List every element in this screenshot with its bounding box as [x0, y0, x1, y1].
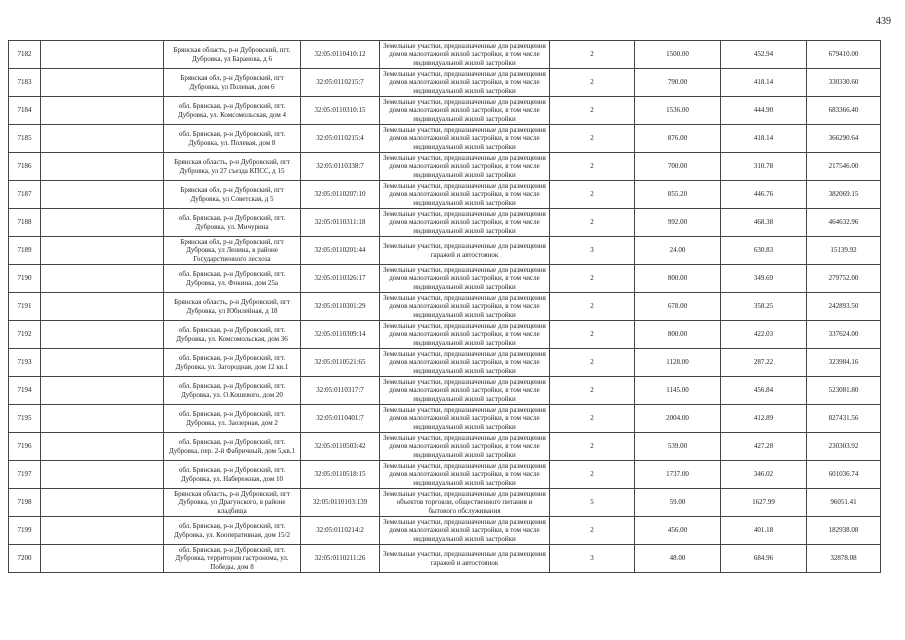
empty-cell — [41, 489, 164, 517]
page-number: 439 — [876, 16, 891, 27]
category-code-cell: 3 — [550, 545, 635, 573]
cadastral-number-cell: 32:05:0110301:29 — [301, 293, 380, 321]
table-row — [9, 41, 881, 69]
row-id: 7194 — [9, 377, 41, 405]
specific-value-cell: 630.83 — [721, 237, 807, 265]
cadastral-number-cell: 32:05:0110503:42 — [301, 433, 380, 461]
land-use-cell: Земельные участки, предназначенные для размещения гаражей и автостоянок — [380, 237, 550, 265]
area-cell: 2004.00 — [635, 405, 721, 433]
row-id: 7187 — [9, 181, 41, 209]
area-cell: 59.00 — [635, 489, 721, 517]
land-use-cell: Земельные участки, предназначенные для размещения домов малоэтажной жилой застройки, в том числе индивидуальной жилой застройки — [380, 517, 550, 545]
cadastral-value-cell: 330330.60 — [807, 69, 881, 97]
cadastral-value-cell: 337624.00 — [807, 321, 881, 349]
specific-value-cell: 346.02 — [721, 461, 807, 489]
area-cell: 800.00 — [635, 265, 721, 293]
row-id: 7199 — [9, 517, 41, 545]
area-cell: 855.20 — [635, 181, 721, 209]
specific-value-cell: 358.25 — [721, 293, 807, 321]
row-id: 7189 — [9, 237, 41, 265]
table-row — [9, 433, 881, 461]
empty-cell — [41, 545, 164, 573]
area-cell: 456.00 — [635, 517, 721, 545]
row-id: 7200 — [9, 545, 41, 573]
cadastral-value-cell: 601036.74 — [807, 461, 881, 489]
empty-cell — [41, 97, 164, 125]
table-row — [9, 489, 881, 517]
category-code-cell: 2 — [550, 293, 635, 321]
empty-cell — [41, 265, 164, 293]
cadastral-value-cell: 182938.08 — [807, 517, 881, 545]
land-use-cell: Земельные участки, предназначенные для размещения домов малоэтажной жилой застройки, в том числе индивидуальной жилой застройки — [380, 433, 550, 461]
row-id: 7192 — [9, 321, 41, 349]
category-code-cell: 2 — [550, 349, 635, 377]
cadastral-value-cell: 382069.15 — [807, 181, 881, 209]
land-use-cell: Земельные участки, предназначенные для размещения домов малоэтажной жилой застройки, в том числе индивидуальной жилой застройки — [380, 377, 550, 405]
specific-value-cell: 1627.99 — [721, 489, 807, 517]
address-cell: обл. Брянская, р-н Дубровский, пгт. Дубровка, ул. Полевая, дом 8 — [164, 125, 301, 153]
area-cell: 678.00 — [635, 293, 721, 321]
table-row — [9, 321, 881, 349]
empty-cell — [41, 405, 164, 433]
cadastral-number-cell: 32:05:0110326:17 — [301, 265, 380, 293]
row-id: 7198 — [9, 489, 41, 517]
specific-value-cell: 468.38 — [721, 209, 807, 237]
category-code-cell: 2 — [550, 377, 635, 405]
cadastral-number-cell: 32:05:0110521:65 — [301, 349, 380, 377]
category-code-cell: 2 — [550, 209, 635, 237]
address-cell: обл. Брянская, р-н Дубровский, пгт. Дубровка, территория гастронома, ул. Победы, дом 8 — [164, 545, 301, 573]
area-cell: 700.00 — [635, 153, 721, 181]
specific-value-cell: 412.89 — [721, 405, 807, 433]
table-row — [9, 377, 881, 405]
empty-cell — [41, 181, 164, 209]
land-use-cell: Земельные участки, предназначенные для размещения домов малоэтажной жилой застройки, в том числе индивидуальной жилой застройки — [380, 405, 550, 433]
specific-value-cell: 456.84 — [721, 377, 807, 405]
address-cell: обл. Брянская, р-н Дубровский, пгт. Дубровка, ул. Заозерная, дом 2 — [164, 405, 301, 433]
address-cell: обл. Брянская, р-н Дубровский, пгт. Дубровка, ул. Мичурина — [164, 209, 301, 237]
category-code-cell: 2 — [550, 405, 635, 433]
row-id: 7191 — [9, 293, 41, 321]
table-row — [9, 517, 881, 545]
address-cell: обл. Брянская, р-н Дубровский, пгт. Дубровка, ул. Загородная, дом 12 кв.1 — [164, 349, 301, 377]
cadastral-value-cell: 464632.96 — [807, 209, 881, 237]
cadastral-value-table — [8, 40, 881, 573]
table-row — [9, 125, 881, 153]
empty-cell — [41, 293, 164, 321]
address-cell: Брянская обл, р-н Дубровский, пгт Дубровка, ул Ленина, в районе Государственного лесхоза — [164, 237, 301, 265]
row-id: 7185 — [9, 125, 41, 153]
specific-value-cell: 444.90 — [721, 97, 807, 125]
category-code-cell: 2 — [550, 41, 635, 69]
specific-value-cell: 418.14 — [721, 125, 807, 153]
table-row — [9, 461, 881, 489]
table-row — [9, 237, 881, 265]
row-id: 7182 — [9, 41, 41, 69]
cadastral-value-cell: 15139.92 — [807, 237, 881, 265]
row-id: 7184 — [9, 97, 41, 125]
specific-value-cell: 422.03 — [721, 321, 807, 349]
area-cell: 790.00 — [635, 69, 721, 97]
cadastral-value-cell: 366290.64 — [807, 125, 881, 153]
cadastral-value-cell: 96051.41 — [807, 489, 881, 517]
row-id: 7190 — [9, 265, 41, 293]
cadastral-number-cell: 32:05:0110317:7 — [301, 377, 380, 405]
empty-cell — [41, 209, 164, 237]
table-row — [9, 181, 881, 209]
table-row — [9, 293, 881, 321]
row-id: 7188 — [9, 209, 41, 237]
land-use-cell: Земельные участки, предназначенные для размещения домов малоэтажной жилой застройки, в том числе индивидуальной жилой застройки — [380, 321, 550, 349]
address-cell: Брянская обл, р-н Дубровский, пгт Дубровка, ул Полевая, дом 6 — [164, 69, 301, 97]
table-row — [9, 209, 881, 237]
address-cell: обл. Брянская, р-н Дубровский, пгт. Дубровка, ул. Кооперативная, дом 15/2 — [164, 517, 301, 545]
land-use-cell: Земельные участки, предназначенные для размещения домов малоэтажной жилой застройки, в том числе индивидуальной жилой застройки — [380, 125, 550, 153]
area-cell: 1737.00 — [635, 461, 721, 489]
land-use-cell: Земельные участки, предназначенные для размещения гаражей и автостоянок — [380, 545, 550, 573]
cadastral-number-cell: 32:05:0110311:18 — [301, 209, 380, 237]
table-row — [9, 349, 881, 377]
row-id: 7195 — [9, 405, 41, 433]
empty-cell — [41, 237, 164, 265]
area-cell: 1500.00 — [635, 41, 721, 69]
area-cell: 24.00 — [635, 237, 721, 265]
category-code-cell: 2 — [550, 265, 635, 293]
cadastral-value-cell: 827431.56 — [807, 405, 881, 433]
land-use-cell: Земельные участки, предназначенные для размещения домов малоэтажной жилой застройки, в том числе индивидуальной жилой застройки — [380, 181, 550, 209]
specific-value-cell: 401.18 — [721, 517, 807, 545]
row-id: 7183 — [9, 69, 41, 97]
area-cell: 800.00 — [635, 321, 721, 349]
cadastral-value-cell: 523081.80 — [807, 377, 881, 405]
address-cell: обл. Брянская, р-н Дубровский, пгт. Дубровка, ул. Фокина, дом 25а — [164, 265, 301, 293]
cadastral-value-cell: 217546.00 — [807, 153, 881, 181]
land-use-cell: Земельные участки, предназначенные для размещения объектов торговли, общественного питания и бытового обслуживания — [380, 489, 550, 517]
specific-value-cell: 684.96 — [721, 545, 807, 573]
address-cell: обл. Брянская, р-н Дубровский, пгт. Дубровка, ул. О.Кошевого, дом 20 — [164, 377, 301, 405]
cadastral-value-cell: 279752.00 — [807, 265, 881, 293]
land-use-cell: Земельные участки, предназначенные для размещения домов малоэтажной жилой застройки, в том числе индивидуальной жилой застройки — [380, 153, 550, 181]
specific-value-cell: 287.22 — [721, 349, 807, 377]
empty-cell — [41, 433, 164, 461]
cadastral-number-cell: 32:05:0110207:10 — [301, 181, 380, 209]
address-cell: Брянская область, р-н Дубровский, пгт Дубровка, ул 27 съезда КПСС, д 15 — [164, 153, 301, 181]
empty-cell — [41, 125, 164, 153]
table-row — [9, 545, 881, 573]
land-use-cell: Земельные участки, предназначенные для размещения домов малоэтажной жилой застройки, в том числе индивидуальной жилой застройки — [380, 461, 550, 489]
category-code-cell: 2 — [550, 153, 635, 181]
category-code-cell: 2 — [550, 181, 635, 209]
specific-value-cell: 349.69 — [721, 265, 807, 293]
area-cell: 1536.00 — [635, 97, 721, 125]
cadastral-value-cell: 323984.16 — [807, 349, 881, 377]
table-row — [9, 69, 881, 97]
specific-value-cell: 310.78 — [721, 153, 807, 181]
land-use-cell: Земельные участки, предназначенные для размещения домов малоэтажной жилой застройки, в том числе индивидуальной жилой застройки — [380, 209, 550, 237]
table-row — [9, 97, 881, 125]
category-code-cell: 2 — [550, 125, 635, 153]
address-cell: обл. Брянская, р-н Дубровский, пгт. Дубровка, ул. Комсомольская, дом 4 — [164, 97, 301, 125]
land-use-cell: Земельные участки, предназначенные для размещения домов малоэтажной жилой застройки, в том числе индивидуальной жилой застройки — [380, 293, 550, 321]
empty-cell — [41, 153, 164, 181]
address-cell: Брянская обл, р-н Дубровский, пгт Дубровка, ул Советская, д 5 — [164, 181, 301, 209]
specific-value-cell: 418.14 — [721, 69, 807, 97]
empty-cell — [41, 69, 164, 97]
row-id: 7197 — [9, 461, 41, 489]
cadastral-number-cell: 32:05:0110211:26 — [301, 545, 380, 573]
cadastral-value-cell: 32878.08 — [807, 545, 881, 573]
cadastral-value-cell: 242893.50 — [807, 293, 881, 321]
address-cell: Брянская область, р-н Дубровский, пгт Дубровка, ул Юбилейная, д 18 — [164, 293, 301, 321]
specific-value-cell: 427.28 — [721, 433, 807, 461]
cadastral-number-cell: 32:05:0110103:139 — [301, 489, 380, 517]
category-code-cell: 3 — [550, 237, 635, 265]
empty-cell — [41, 349, 164, 377]
table-row — [9, 405, 881, 433]
address-cell: обл. Брянская, р-н Дубровский, пгт. Дубровка, ул. Набережная, дом 10 — [164, 461, 301, 489]
address-cell: обл. Брянская, р-н Дубровский, пгт. Дубровка, пер. 2-й Фабричный, дом 5,кв.1 — [164, 433, 301, 461]
row-id: 7186 — [9, 153, 41, 181]
category-code-cell: 5 — [550, 489, 635, 517]
cadastral-value-cell: 683366.40 — [807, 97, 881, 125]
address-cell: обл. Брянская, р-н Дубровский, пгт. Дубровка, ул. Комсомольская, дом 36 — [164, 321, 301, 349]
area-cell: 876.00 — [635, 125, 721, 153]
empty-cell — [41, 321, 164, 349]
land-use-cell: Земельные участки, предназначенные для размещения домов малоэтажной жилой застройки, в том числе индивидуальной жилой застройки — [380, 69, 550, 97]
address-cell: Брянская область, р-н Дубровский, пгт. Дубровка, ул Баранова, д 6 — [164, 41, 301, 69]
land-use-cell: Земельные участки, предназначенные для размещения домов малоэтажной жилой застройки, в том числе индивидуальной жилой застройки — [380, 265, 550, 293]
category-code-cell: 2 — [550, 321, 635, 349]
empty-cell — [41, 461, 164, 489]
category-code-cell: 2 — [550, 517, 635, 545]
category-code-cell: 2 — [550, 433, 635, 461]
cadastral-number-cell: 32:05:0110215:4 — [301, 125, 380, 153]
category-code-cell: 2 — [550, 461, 635, 489]
cadastral-number-cell: 32:05:0110338:7 — [301, 153, 380, 181]
area-cell: 539.00 — [635, 433, 721, 461]
category-code-cell: 2 — [550, 97, 635, 125]
cadastral-value-cell: 679410.00 — [807, 41, 881, 69]
land-use-cell: Земельные участки, предназначенные для размещения домов малоэтажной жилой застройки, в том числе индивидуальной жилой застройки — [380, 349, 550, 377]
table-row — [9, 153, 881, 181]
cadastral-number-cell: 32:05:0110518:15 — [301, 461, 380, 489]
cadastral-number-cell: 32:05:0110201:44 — [301, 237, 380, 265]
cadastral-number-cell: 32:05:0110215:7 — [301, 69, 380, 97]
cadastral-number-cell: 32:05:0110310:15 — [301, 97, 380, 125]
category-code-cell: 2 — [550, 69, 635, 97]
empty-cell — [41, 377, 164, 405]
empty-cell — [41, 517, 164, 545]
specific-value-cell: 446.76 — [721, 181, 807, 209]
table-row — [9, 265, 881, 293]
area-cell: 1128.00 — [635, 349, 721, 377]
area-cell: 48.00 — [635, 545, 721, 573]
specific-value-cell: 452.94 — [721, 41, 807, 69]
empty-cell — [41, 41, 164, 69]
land-use-cell: Земельные участки, предназначенные для размещения домов малоэтажной жилой застройки, в том числе индивидуальной жилой застройки — [380, 97, 550, 125]
cadastral-number-cell: 32:05:0110309:14 — [301, 321, 380, 349]
area-cell: 992.00 — [635, 209, 721, 237]
row-id: 7193 — [9, 349, 41, 377]
cadastral-number-cell: 32:05:0110410:12 — [301, 41, 380, 69]
land-use-cell: Земельные участки, предназначенные для размещения домов малоэтажной жилой застройки, в том числе индивидуальной жилой застройки — [380, 41, 550, 69]
row-id: 7196 — [9, 433, 41, 461]
address-cell: Брянская область, р-н Дубровский, пгт Дубровка, ул Драгунского, в районе кладбища — [164, 489, 301, 517]
area-cell: 1145.00 — [635, 377, 721, 405]
cadastral-value-cell: 230303.92 — [807, 433, 881, 461]
cadastral-number-cell: 32:05:0110401:7 — [301, 405, 380, 433]
cadastral-number-cell: 32:05:0110214:2 — [301, 517, 380, 545]
